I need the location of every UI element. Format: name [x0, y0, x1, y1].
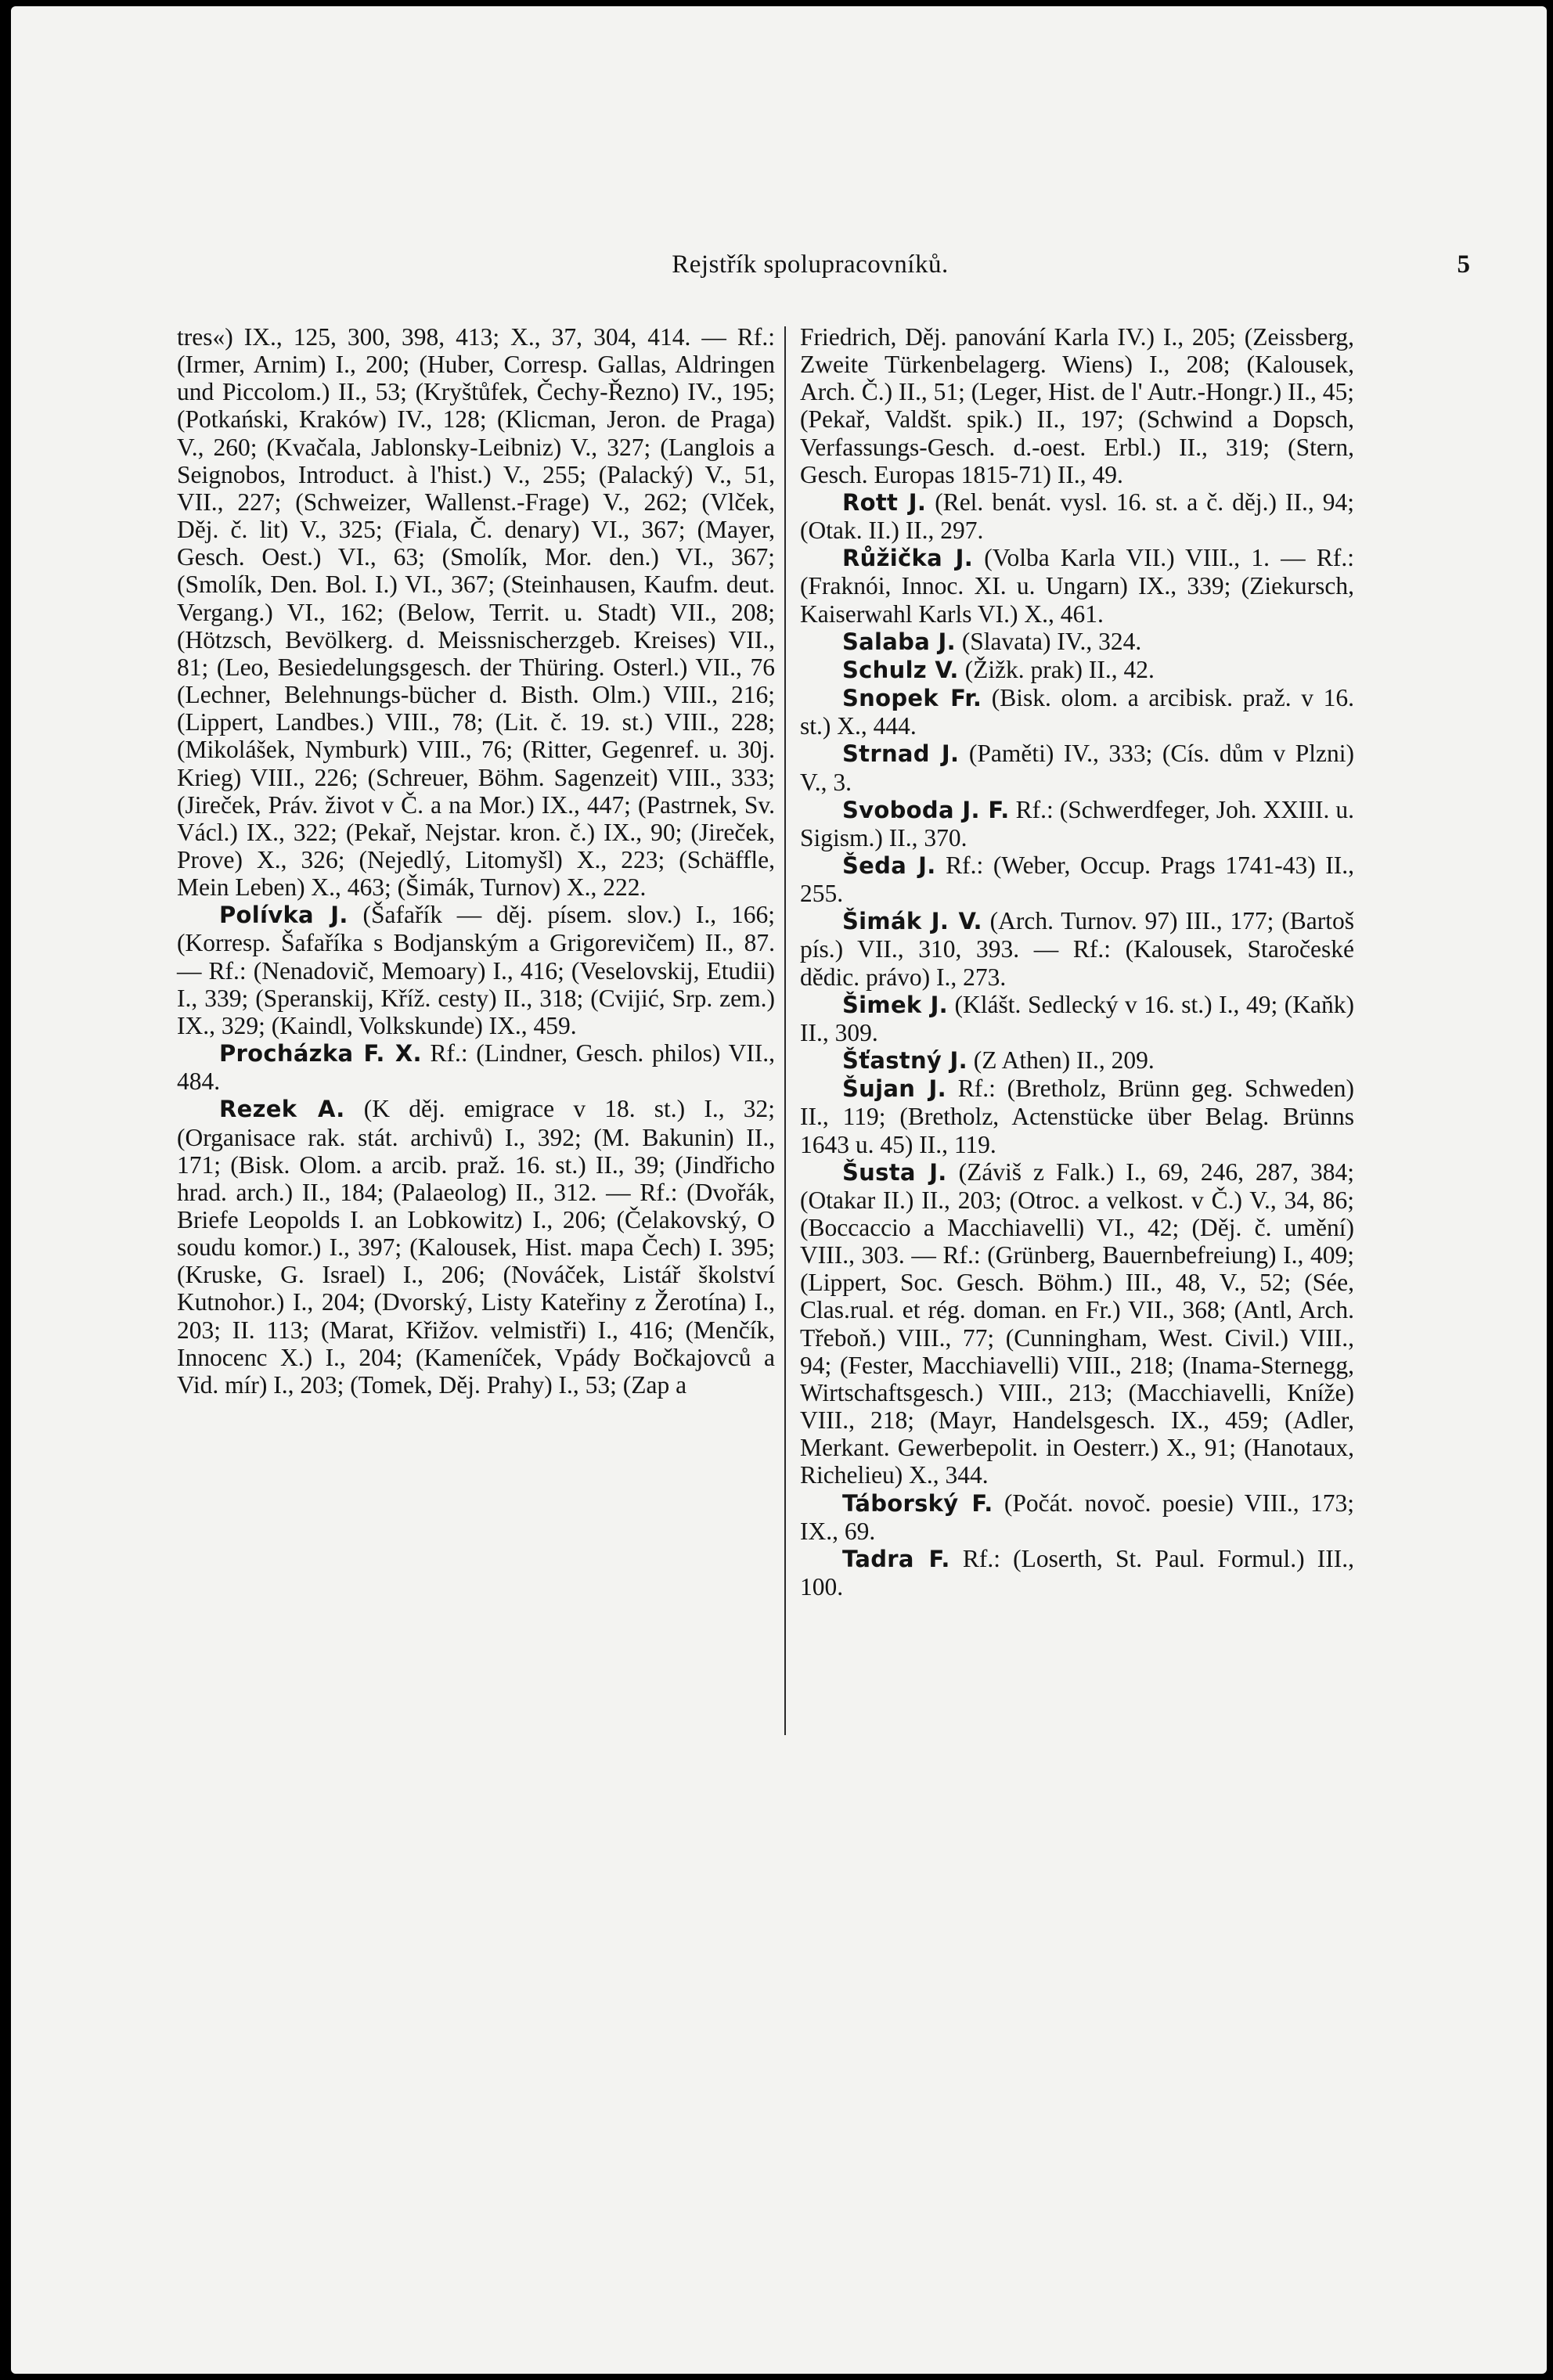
running-title: Rejstřík spolupracovníků. [672, 250, 949, 279]
contributor-name: Šeda J. [842, 852, 936, 879]
contributor-name: Polívka J. [219, 902, 348, 929]
entry-text: Rf.: (Bretholz, Brünn geg. Schweden) II., 119; (Bretholz, Actenstücke über Belag. Brünns 1643 u. 45) II., 119. [800, 1075, 1355, 1158]
entry-text: (Klášt. Sedlecký v 16. st.) I., 49; (Kaňk) II., 309. [800, 990, 1354, 1046]
entry-text: (Žižk. prak) II., 42. [958, 655, 1155, 683]
entry-text: (Šafařík — děj. písem. slov.) I., 166; (Korresp. Šafaříka s Bodjanským a Grigorevičem) II., 87. — Rf.: (Nenadovič, Memoary) I., 416; (Veselovskij, Etudii) I., 339; (Speranskij, Kříž. cesty) II., 318; (Cvijić, Srp. zem.) IX., 329; (Kaindl, Volkskunde) IX., 459. [177, 901, 775, 1039]
index-entry [800, 796, 1354, 852]
index-columns [11, 323, 1547, 2335]
entry-text: (Volba Karla VII.) VIII., 1. — Rf.: (Fraknói, Innoc. XI. u. Ungarn) IX., 339; (Ziekursch, Kaiserwahl Karls VI.) X., 461. [800, 544, 1354, 628]
contributor-name: Tadra F. [842, 1545, 950, 1572]
index-entry [800, 684, 1354, 740]
entry-text: (Paměti) IV., 333; (Cís. dům v Plzni) V., 3. [800, 740, 1354, 796]
index-entry [800, 1489, 1354, 1545]
left-column [177, 323, 775, 1399]
contributor-name: Salaba J. [842, 628, 956, 655]
contributor-name: Růžička J. [842, 545, 974, 572]
index-entry [800, 1158, 1354, 1489]
entry-text: (Záviš z Falk.) I., 69, 246, 287, 384; (Otakar II.) II., 203; (Otroc. a velkost. v Č.) V., 34, 86; (Boccaccio a Macchiavelli) VI., 42; (Děj. č. umění) VIII., 303. — Rf.: (Grünberg, Bauernbefreiung) I., 409; (Lippert, Soc. Gesch. Böhm.) III., 48, V., 52; (Sée, Clas.rual. et rég. doman. en Fr.) VII., 368; (Antl, Arch. Třeboň.) VIII., 77; (Cunningham, West. Civil.) VIII., 94; (Fester, Macchiavelli) VIII., 218; (Inama-Sternegg, Wirtschaftsgesch.) VIII., 213; (Macchiavelli, Kníže) VIII., 218; (Mayr, Handelsgesch. IX., 459; (Adler, Merkant. Gewerbepolit. in Oesterr.) X., 91; (Hanotaux, Richelieu) X., 344. [800, 1158, 1355, 1489]
entry-text: (Arch. Turnov. 97) III., 177; (Bartoš pís.) VII., 310, 393. — Rf.: (Kalousek, Staročeské dědic. právo) I., 273. [800, 907, 1354, 991]
entry-text: Rf.: (Lindner, Gesch. philos) VII., 484. [177, 1039, 775, 1096]
entry-text: (Bisk. olom. a arcibisk. praž. v 16. st.) X., 444. [800, 684, 1354, 740]
index-entry [800, 488, 1354, 544]
index-entry [800, 907, 1354, 990]
page-number: 5 [1457, 250, 1470, 279]
index-entry [800, 740, 1354, 795]
entry-text: (Rel. benát. vysl. 16. st. a č. děj.) II., 94; (Otak. II.) II., 297. [800, 488, 1355, 545]
index-entry [800, 1075, 1354, 1158]
contributor-name: Šťastný J. [842, 1047, 967, 1075]
entry-text: (Z Athen) II., 209. [967, 1046, 1155, 1075]
entry-text: Rf.: (Schwerdfeger, Joh. XXIII. u. Sigism.) II., 370. [800, 795, 1354, 852]
entry-text: Rf.: (Weber, Occup. Prags 1741-43) II., 255. [800, 851, 1354, 908]
contributor-name: Snopek Fr. [842, 685, 982, 712]
book-page [11, 6, 1547, 2374]
index-entry [800, 323, 1354, 488]
index-entry [800, 1545, 1354, 1600]
entry-text: (K děj. emigrace v 18. st.) I., 32; (Organisace rak. stát. archivů) I., 392; (M. Bakunin) II., 171; (Bisk. Olom. a arcib. praž. 16. st.) II., 39; (Jindřicho hrad. arch.) II., 184; (Palaeolog) II., 312. — Rf.: (Dvořák, Briefe Leopolds I. an Lobkowitz) I., 206; (Čelakovský, O soudu komor.) I., 397; (Kalousek, Hist. mapa Čech) I. 395; (Kruske, G. Israel) I., 206; (Nováček, Listář školství Kutnohor.) I., 204; (Dvorský, Listy Kateřiny z Žerotína) I., 203; II. 113; (Marat, Křižov. velmistři) I., 416; (Menčík, Innocenc X.) I., 204; (Kameníček, Vpády Bočkajovců a Vid. mír) I., 203; (Tomek, Děj. Prahy) I., 53; (Zap a [177, 1095, 775, 1399]
entry-text: (Počát. novoč. poesie) VIII., 173; IX., 69. [800, 1489, 1354, 1545]
contributor-name: Šimák J. V. [842, 908, 982, 935]
entry-text: tres«) IX., 125, 300, 398, 413; X., 37, 304, 414. — Rf.: (Irmer, Arnim) I., 200; (Huber, Corresp. Gallas, Aldringen und Piccolom.) II., 53; (Kryštůfek, Čechy-Řezno) IV., 195; (Potkański, Kraków) IV., 128; (Klicman, Jeron. de Praga) V., 260; (Kvačala, Jablonsky-Leibniz) V., 327; (Langlois a Seignobos, Introduct. à l'hist.) V., 255; (Palacký) V., 51, VII., 227; (Schweizer, Wallenst.-Frage) V., 262; (Vlček, Děj. č. lit) V., 325; (Fiala, Č. denary) VI., 367; (Mayer, Gesch. Oest.) VI., 63; (Smolík, Mor. den.) VI., 367; (Smolík, Den. Bol. I.) VI., 367; (Steinhausen, Kaufm. deut. Vergang.) VI., 162; (Below, Territ. u. Stadt) VII., 208; (Hötzsch, Bevölkerg. d. Meissnischerzgeb. Kreises) VII., 81; (Leo, Besiedelungsgesch. der Thüring. Osterl.) VII., 76 (Lechner, Belehnungs-bücher d. Bisth. Olm.) VIII., 216; (Lippert, Landbes.) VIII., 78; (Lit. č. 19. st.) VIII., 228; (Mikolášek, Nymburk) VIII., 76; (Ritter, Gegenref. u. 30j. Krieg) VIII., 226; (Schreuer, Böhm. Sagenzeit) VIII., 333; (Jireček, Práv. život v Č. a na Mor.) IX., 447; (Pastrnek, Sv. Václ.) IX., 322; (Pekař, Nejstar. kron. č.) IX., 90; (Jireček, Prove) X., 326; (Nejedlý, Litomyšl) X., 223; (Schäffle, Mein Leben) X., 463; (Šimák, Turnov) X., 222. [177, 323, 775, 902]
entry-text: Rf.: (Loserth, St. Paul. Formul.) III., 100. [800, 1544, 1354, 1601]
column-divider [784, 326, 786, 1735]
index-entry [177, 1039, 775, 1095]
index-entry [177, 1095, 775, 1399]
page-header [11, 250, 1547, 282]
index-entry [800, 656, 1354, 684]
contributor-name: Rott J. [842, 488, 927, 516]
contributor-name: Schulz V. [842, 656, 959, 683]
index-entry [800, 1046, 1354, 1075]
contributor-name: Strnad J. [842, 740, 960, 768]
entry-text: Friedrich, Děj. panování Karla IV.) I., 205; (Zeissberg, Zweite Türkenbelagerg. Wiens) I., 208; (Kalousek, Arch. Č.) II., 51; (Leger, Hist. de l' Autr.-Hongr.) II., 45; (Pekař, Valdšt. spik.) II., 197; (Schwind a Dopsch, Verfassungs-Gesch. d.-oest. Erbl.) II., 319; (Stern, Gesch. Europas 1815-71) II., 49. [800, 323, 1354, 488]
contributor-name: Procházka F. X. [219, 1040, 422, 1068]
index-entry [800, 544, 1354, 627]
contributor-name: Svoboda J. F. [842, 796, 1010, 823]
entry-text: (Slavata) IV., 324. [955, 627, 1142, 655]
index-entry [800, 991, 1354, 1046]
contributor-name: Šusta J. [842, 1158, 947, 1186]
contributor-name: Šujan J. [842, 1075, 946, 1103]
index-entry [800, 628, 1354, 656]
index-entry [177, 323, 775, 901]
index-entry [800, 852, 1354, 907]
contributor-name: Rezek A. [219, 1096, 345, 1123]
contributor-name: Šimek J. [842, 991, 948, 1018]
contributor-name: Táborský F. [842, 1489, 993, 1517]
index-entry [177, 901, 775, 1039]
right-column [800, 323, 1354, 1600]
